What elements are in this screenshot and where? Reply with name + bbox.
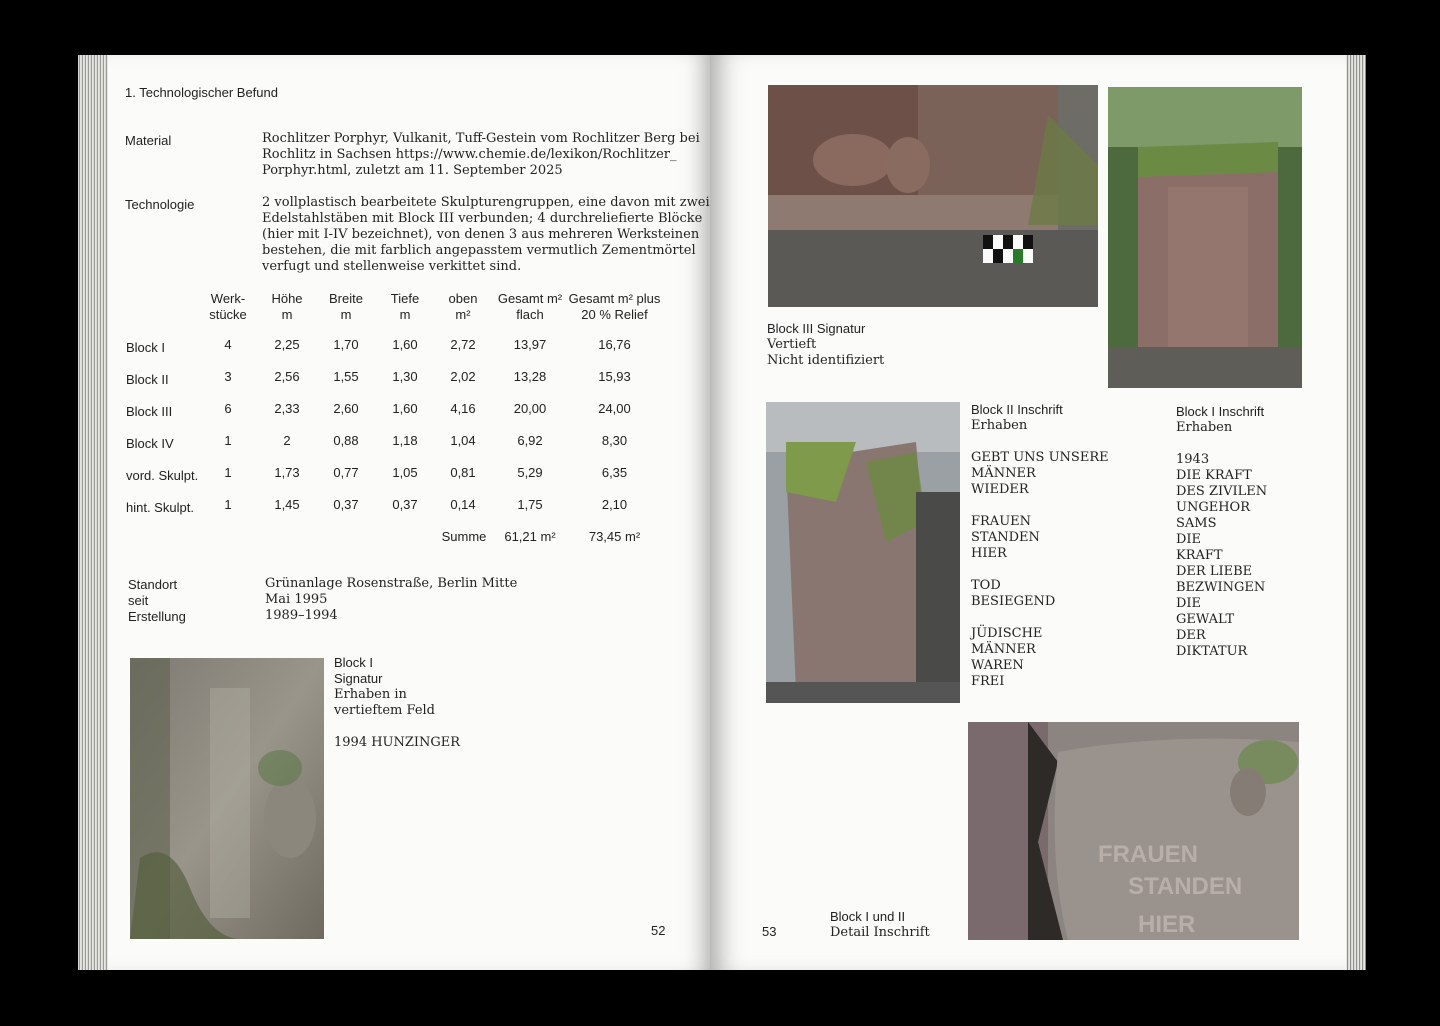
- detail-relief-text: FRAUEN: [1098, 841, 1198, 868]
- table-cell: 1,73: [274, 465, 300, 480]
- table-cell: 1,30: [392, 369, 418, 384]
- stone-block-image: [766, 402, 960, 703]
- inscription-line: KRAFT: [1176, 548, 1223, 563]
- caption-title: Block II Inschrift: [971, 402, 1063, 417]
- header-line: Gesamt m²: [497, 291, 563, 306]
- header-line: m: [281, 307, 293, 322]
- table-cell: 5,29: [517, 465, 543, 480]
- table-cell: 15,93: [598, 369, 631, 384]
- table-cell: 0,81: [450, 465, 476, 480]
- header-line: oben: [448, 291, 478, 306]
- table-cell: 1,18: [392, 433, 418, 448]
- open-book: [78, 55, 1366, 970]
- inscription-line: HIER: [971, 546, 1007, 561]
- table-cell: 6: [224, 401, 232, 416]
- inscription-line: STANDEN: [971, 530, 1040, 545]
- table-cell: 2,72: [450, 337, 476, 352]
- inscription-line: MÄNNER: [971, 466, 1036, 481]
- caption-title: Block I Inschrift: [1176, 404, 1265, 419]
- caption-line: Block I: [334, 655, 374, 670]
- inscription-line: DER: [1176, 628, 1206, 643]
- header-line: m: [340, 307, 352, 322]
- table-cell: 1,04: [450, 433, 476, 448]
- photo-block3-signature: [768, 85, 1098, 307]
- caption-title: Erhaben: [971, 418, 1028, 433]
- inscription-line: FRAUEN: [971, 514, 1032, 529]
- table-cell: 24,00: [598, 401, 631, 416]
- caption-block2: [971, 402, 1109, 690]
- header-line: Breite: [329, 291, 363, 306]
- table-cell: 1: [224, 465, 232, 480]
- table-cell: 1,55: [333, 369, 359, 384]
- caption-line: Detail Inschrift: [830, 925, 930, 940]
- table-cell: 1,60: [392, 401, 418, 416]
- location-value: Grünanlage Rosenstraße, Berlin Mitte: [265, 576, 518, 591]
- technologie-line: bestehen, die mit farblich angepasstem vermutlich Zementmörtel: [262, 243, 696, 258]
- table-row-label: Block III: [126, 404, 173, 419]
- table-header: [563, 291, 666, 323]
- caption-detail: [830, 909, 930, 941]
- inscription-line: DER LIEBE: [1176, 564, 1253, 579]
- inscription-line: UNGEHOR: [1176, 500, 1250, 515]
- header-line: Höhe: [271, 291, 303, 306]
- technologie-line: Edelstahlstäben mit Block III verbunden; 4 durchreliefierte Blöcke: [262, 211, 703, 226]
- table-cell: 2,33: [274, 401, 300, 416]
- table-cell: 0,37: [392, 497, 418, 512]
- table-cell: 13,97: [513, 337, 547, 352]
- header-line: Gesamt m² plus: [568, 291, 661, 306]
- photo-block2: [766, 402, 960, 703]
- table-header: [490, 291, 570, 323]
- caption-inscription: 1994 HUNZINGER: [334, 735, 461, 750]
- caption-line: Signatur: [334, 671, 383, 686]
- detail-relief-text: STANDEN: [1128, 873, 1243, 900]
- photo-block1-signature: [130, 658, 324, 939]
- location-label: seit: [128, 593, 149, 608]
- table-row-label: Block I: [126, 340, 166, 355]
- table-cell: 8,30: [601, 433, 628, 448]
- caption-line: Block I und II: [830, 909, 906, 924]
- table-cell: 20,00: [513, 401, 547, 416]
- inscription-line: JÜDISCHE: [971, 626, 1043, 641]
- caption-line: Block III Signatur: [767, 321, 866, 336]
- sum-relief: 73,45 m²: [588, 529, 641, 544]
- page-edge-right: [1346, 55, 1366, 970]
- table-cell: 13,28: [513, 369, 547, 384]
- material-line: Rochlitz in Sachsen https://www.chemie.de/lexikon/Rochlitzer_: [262, 147, 677, 162]
- header-line: 20 % Relief: [581, 307, 648, 322]
- header-line: Tiefe: [390, 291, 420, 306]
- location-labels: [128, 577, 186, 625]
- technologie-text: [262, 195, 710, 275]
- stone-base-image: [768, 85, 1098, 307]
- sum-flat: 61,21 m²: [504, 529, 556, 544]
- table-cell: 0,88: [333, 433, 359, 448]
- table-cell: 1: [224, 497, 232, 512]
- stone-block-image: [1108, 87, 1302, 388]
- table-cell: 1: [224, 433, 232, 448]
- inscription-line: FREI: [971, 674, 1005, 689]
- page-number-left: 52: [651, 923, 666, 938]
- table-row-label: hint. Skulpt.: [126, 500, 194, 515]
- table-cell: 0,37: [333, 497, 359, 512]
- table-cell: 0,77: [333, 465, 359, 480]
- table-cell: 1,05: [392, 465, 418, 480]
- header-line: stücke: [209, 307, 247, 322]
- table-cell: 4,16: [450, 401, 476, 416]
- table-cell: 2,60: [333, 401, 359, 416]
- table-cell: 0,14: [450, 497, 476, 512]
- table-cell: 2,02: [450, 369, 476, 384]
- technologie-line: 2 vollplastisch bearbeitete Skulpturengruppen, eine davon mit zwei: [262, 195, 710, 210]
- location-value: 1989–1994: [265, 608, 338, 623]
- inscription-line: GEBT UNS UNSERE: [971, 450, 1109, 465]
- photo-block1: [1108, 87, 1302, 388]
- table-cell: 2,25: [274, 337, 300, 352]
- inscription-line: DIE: [1176, 532, 1202, 547]
- caption-block3: [767, 321, 884, 369]
- table-cell: 6,35: [601, 465, 628, 480]
- location-label: Erstellung: [128, 609, 186, 624]
- inscription-line: DIKTATUR: [1176, 644, 1248, 659]
- table-cell: 1,70: [333, 337, 359, 352]
- inscription-line: DES ZIVILEN: [1176, 484, 1268, 499]
- location-values: [265, 576, 517, 624]
- material-line: Rochlitzer Porphyr, Vulkanit, Tuff-Gestein vom Rochlitzer Berg bei: [262, 131, 700, 146]
- stone-detail-image: [968, 722, 1299, 940]
- technologie-line: verfugt und stellenweise verkittet sind.: [262, 259, 522, 274]
- table-header: [428, 291, 498, 323]
- table-cell: 16,76: [598, 337, 631, 352]
- table-cell: 2: [283, 433, 291, 448]
- technologie-line: (hier mit I-IV bezeichnet), von denen 3 aus mehreren Werksteinen: [262, 227, 700, 242]
- detail-relief-text: HIER: [1138, 911, 1196, 938]
- caption-title: Erhaben: [1176, 420, 1233, 435]
- header-line: flach: [516, 307, 544, 322]
- material-label: Material: [125, 133, 172, 148]
- table-cell: 6,92: [517, 433, 543, 448]
- inscription-line: SAMS: [1176, 516, 1217, 531]
- right-page: [710, 55, 1366, 970]
- table-cell: 2,10: [601, 497, 628, 512]
- table-cell: 3: [224, 369, 232, 384]
- table-cell: 1,60: [392, 337, 418, 352]
- inscription-line: WIEDER: [971, 482, 1029, 497]
- table-cell: 2,56: [274, 369, 300, 384]
- caption-block1: [334, 655, 460, 751]
- caption-line: vertieftem Feld: [334, 703, 435, 718]
- left-page: [78, 55, 710, 970]
- table-cell: 1,75: [517, 497, 543, 512]
- section-heading: 1. Technologischer Befund: [125, 85, 278, 100]
- caption-block1-inscription: [1176, 404, 1267, 660]
- header-line: m: [399, 307, 411, 322]
- header-line: Werk-: [210, 291, 246, 306]
- photo-detail-inscription: [968, 722, 1299, 940]
- caption-line: Vertieft: [767, 337, 817, 352]
- sum-label: Summe: [441, 529, 487, 544]
- inscription-line: BESIEGEND: [971, 594, 1056, 609]
- inscription-line: GEWALT: [1176, 612, 1235, 627]
- table-cell: 4: [224, 337, 232, 352]
- inscription-line: DIE KRAFT: [1176, 468, 1252, 483]
- page-number-right: 53: [762, 924, 777, 939]
- inscription-line: WAREN: [971, 658, 1024, 673]
- inscription-line: DIE: [1176, 596, 1202, 611]
- location-label: Standort: [128, 577, 178, 592]
- page-edge-left: [78, 55, 108, 970]
- table-row-label: Block II: [126, 372, 169, 387]
- inscription-line: 1943: [1176, 452, 1210, 467]
- stone-relief-image: [130, 658, 324, 939]
- caption-line: Erhaben in: [334, 687, 407, 702]
- table-row-label: Block IV: [126, 436, 174, 451]
- technologie-label: Technologie: [125, 197, 195, 212]
- inscription-line: MÄNNER: [971, 642, 1036, 657]
- inscription-line: BEZWINGEN: [1176, 580, 1266, 595]
- table-cell: 1,45: [274, 497, 300, 512]
- inscription-line: TOD: [971, 578, 1001, 593]
- material-line: Porphyr.html, zuletzt am 11. September 2025: [262, 163, 563, 178]
- caption-line: Nicht identifiziert: [767, 353, 885, 368]
- header-line: m²: [455, 307, 471, 322]
- material-text: [262, 131, 700, 179]
- table-row-label: vord. Skulpt.: [126, 468, 199, 483]
- location-value: Mai 1995: [265, 592, 328, 607]
